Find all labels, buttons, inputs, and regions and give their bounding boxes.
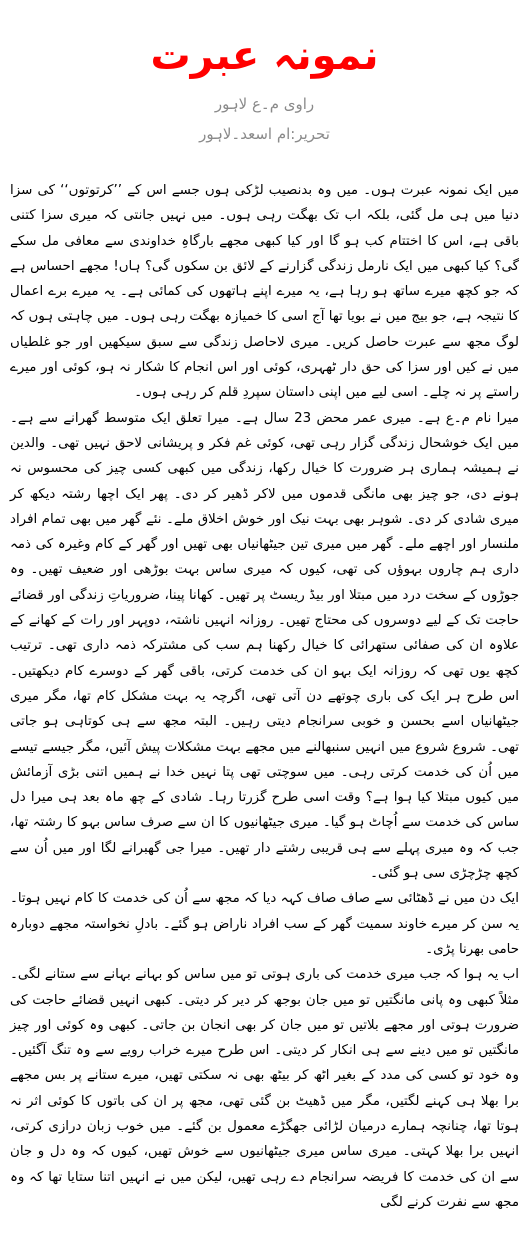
article-paragraph: اب یہ ہوا کہ جب میری خدمت کی باری ہوتی تو میں ساس کو بہانے بہانے سے ستانے لگی۔ مثلاً کبھی وہ پانی مانگتیں تو میں جان بوجھ کر دیر کر دیتی۔ کبھی انہیں قضائے حاجت کی ضرورت ہوتی اور مجھے بلاتیں تو میں جان کر بھی انجان بن جاتی۔ کبھی وہ کوئی اور چیز مانگتیں تو میں دینے سے ہی انکار کر دیتی۔ اس طرح میرے خراب رویے سے وہ تنگ آگئیں۔ وہ خود تو کسی کی مدد کے بغیر اٹھ کر بیٹھ بھی نہ سکتی تھیں، میرے ستانے پر بس مجھے برا بھلا ہی کہنے لگتیں، مگر میں ڈھیٹ بن گئی تھی، مجھ پر ان کی باتوں کا کوئی اثر نہ ہوتا تھا، چنانچہ ہمارے درمیان لڑائی جھگڑے معمول بن گئے۔ میں خوب زبان درازی کرتی، انہیں برا بھلا کہتی۔ میری ساس میری جیٹھانیوں سے خوش تھیں، کیوں کہ وہ دل و جان سے ان کی خدمت کا فریضہ سرانجام دے رہی تھیں، لیکن میں نے انہیں اتنا ستایا تھا کہ وہ مجھ سے نفرت کرنے لگی xyxy=(10,967,519,1210)
article-paragraph: میرا نام م۔ع ہے۔ میری عمر محض 23 سال ہے۔ میرا تعلق ایک متوسط گھرانے سے ہے۔ میں ایک خوشحال زندگی گزار رہی تھی، کوئی غم فکر و پریشانی لاحق نہیں تھی۔ والدین نے ہمیشہ ہماری ہر ضرورت کا خیال رکھا، زندگی میں کبھی کسی چیز کی محسوس نہ ہونے دی، جو چیز بھی مانگی قدموں میں لاکر ڈھیر کر دی۔ پھر ایک اچھا رشتہ دیکھ کر میری شادی کر دی۔ شوہر بھی بہت نیک اور خوش اخلاق ملے۔ نئے گھر میں بھی تمام افراد ملنسار اور اچھے ملے۔ گھر میں میری تین جیٹھانیاں بھی تھیں اور گھر کے کام وغیرہ کی ذمہ داری ہم چاروں بہوؤں کی تھی، کیوں کہ میری ساس بہت بوڑھی اور ضعیف تھیں۔ وہ جوڑوں کے سخت درد میں مبتلا اور بیڈ ریسٹ پر تھیں۔ کھانا پینا، ضروریاتِ زندگی اور قضائے حاجت تک کے لیے دوسروں کی محتاج تھیں۔ روزانہ انہیں ناشتہ، دوپہر اور رات کے کھانے کے علاوہ ان کی صفائی ستھرائی کا خیال رکھنا ہم سب کی مشترکہ ذمہ داری تھی۔ ترتیب کچھ یوں تھی کہ روزانہ ایک بہو ان کی خدمت کرتی، باقی گھر کے دوسرے کام دیکھتیں۔ اس طرح ہر ایک کی باری چوتھے دن آتی تھی، اگرچہ یہ بہت مشکل کام تھا، مگر میری جیٹھانیاں اسے بحسن و خوبی سرانجام دیتی رہیں۔ البتہ مجھ سے ہی کوتاہی ہو جاتی تھی۔ شروع شروع میں انہیں سنبھالنے میں مجھے بہت مشکلات پیش آئیں، مگر جیسے تیسے میں اُن کی خدمت کرتی رہی۔ میں سوچتی تھی پتا نہیں خدا نے ہمیں اتنی بڑی آزمائش میں کیوں مبتلا کیا ہوا ہے؟ وقت اسی طرح گزرتا رہا۔ شادی کے چھ ماہ بعد ہی میرا دل ساس کی خدمت سے اُچاٹ ہو گیا۔ میری جیٹھانیوں کا ان سے صرف ساس بہو کا رشتہ تھا، جب کہ وہ میری پہلے سے ہی قریبی رشتے دار تھیں۔ میرا جی گھبرانے لگا اور میں اُن سے کچھ چڑچڑی سی ہو گئی۔ xyxy=(10,410,519,882)
writer-line: تحریر:ام اسعد۔لاہور xyxy=(199,125,330,143)
article-body xyxy=(10,178,519,1215)
article-paragraph: ایک دن میں نے ڈھٹائی سے صاف صاف کہہ دیا کہ مجھ سے اُن کی خدمت کا کام نہیں ہوتا۔ یہ سن کر میرے خاوند سمیت گھر کے سب افراد ناراض ہو گئے۔ بادلِ نخواستہ مجھے دوبارہ حامی بھرنا پڑی۔ xyxy=(10,891,519,957)
article-paragraph: میں ایک نمونہ عبرت ہوں۔ میں وہ بدنصیب لڑکی ہوں جسے اس کے ’’کرتوتوں‘‘ کی سزا دنیا میں ہی مل گئی، بلکہ اب تک بھگت رہی ہوں۔ میں نہیں جانتی کہ میری سزا کتنی باقی ہے، اس کا اختتام کب ہو گا اور کیا کبھی مجھے بارگاہِ خداوندی سے معافی مل سکے گی؟ کیا کبھی میں ایک نارمل زندگی گزارنے کے لائق بن سکوں گی؟ ہاں! مجھے احساس ہے کہ جو کچھ میرے ساتھ ہو رہا ہے، یہ میرے اپنے ہاتھوں کی کمائی ہے۔ یہ میرے برے اعمال کا نتیجہ ہے، جو بیج میں نے بویا تھا آج اسی کا خمیازہ بھگت رہی ہوں۔ میں چاہتی ہوں کہ لوگ مجھ سے عبرت حاصل کریں۔ میری لاحاصل زندگی سے سبق سیکھیں اور جو غلطیاں میں نے کیں اور سزا کی حق دار ٹھہری، کوئی اور اس انجام کا شکار نہ ہو، کوئی اور میرے راستے پر نہ چلے۔ اسی لیے میں اپنی داستان سپردِ قلم کر رہی ہوں۔ xyxy=(10,183,519,401)
narrator-line: راوی م۔ع لاہور xyxy=(214,95,315,113)
article-title: نمونہ عبرت xyxy=(150,33,379,79)
